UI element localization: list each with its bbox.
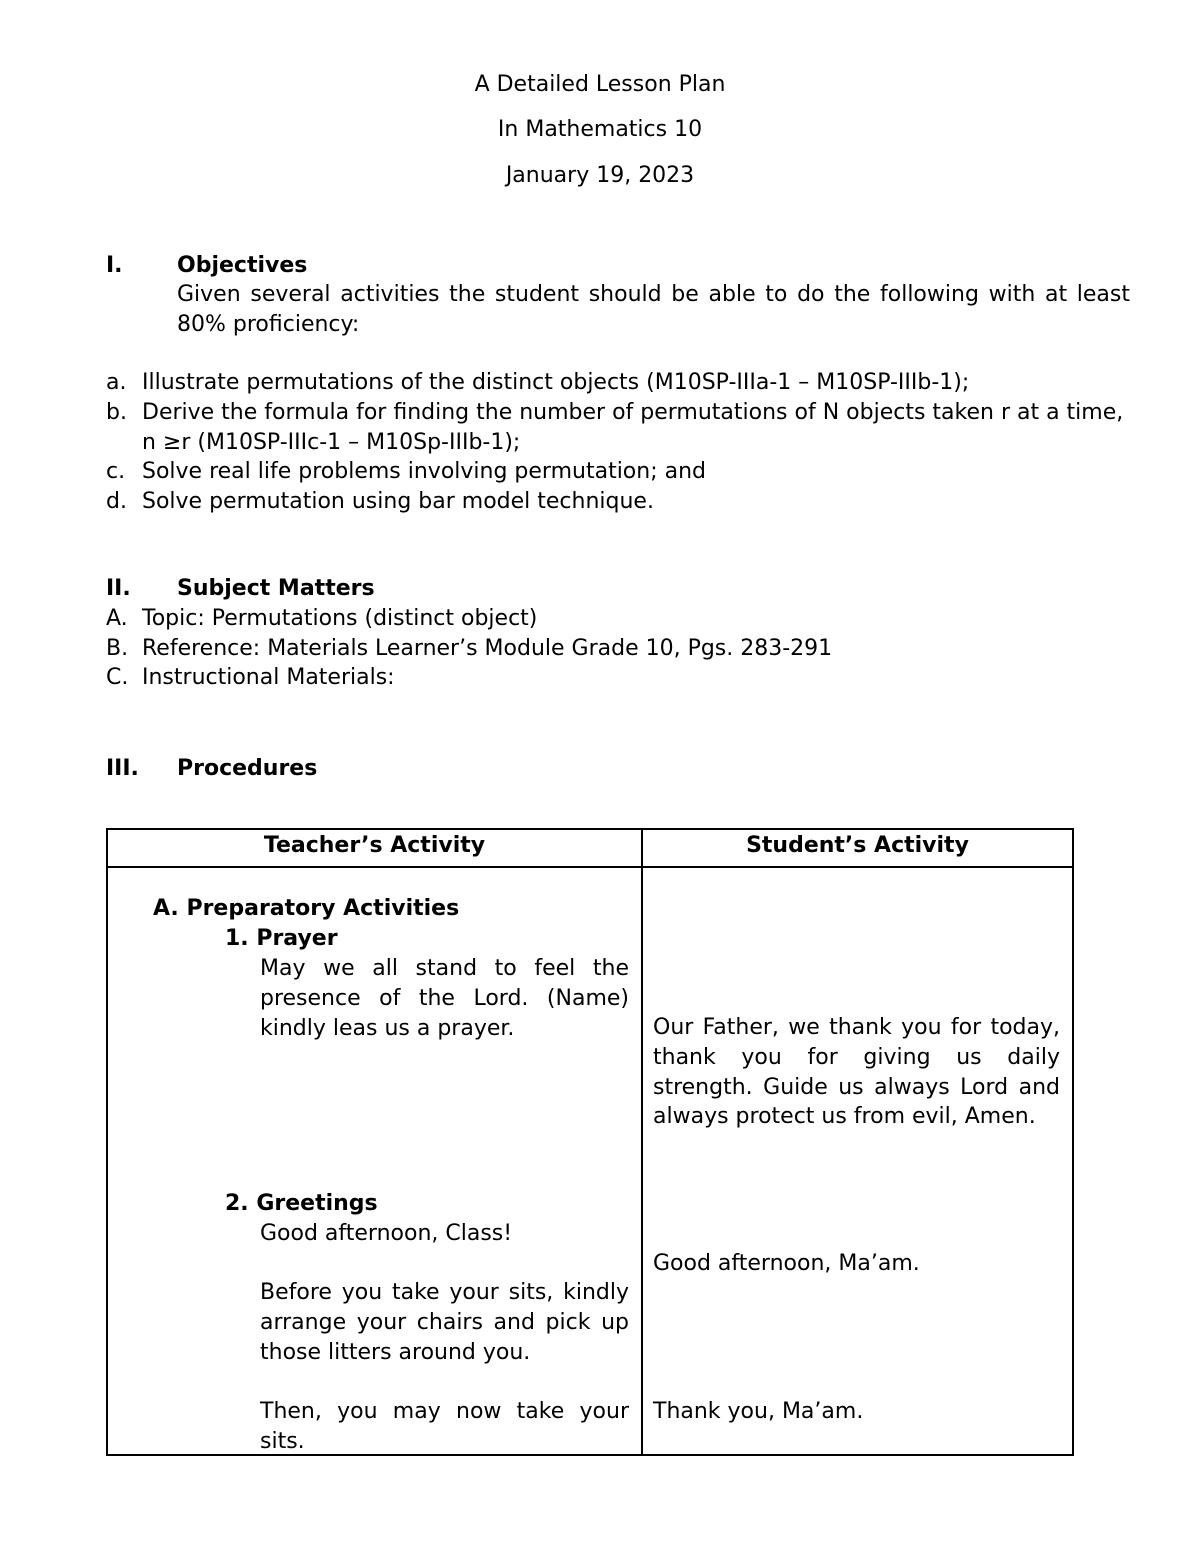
subject-matters-heading: Subject Matters (177, 576, 375, 601)
list-text: Solve real life problems involving permutation; and (142, 459, 707, 484)
subject-matters-number: II. (106, 576, 131, 601)
student-activity-cell (642, 867, 1073, 1455)
greetings-teacher-text: Good afternoon, Class! (260, 1221, 513, 1246)
greetings-student-text: Good afternoon, Ma’am. (653, 1251, 920, 1276)
teacher-activity-cell (107, 867, 642, 1455)
thank-you-student-text: Thank you, Ma’am. (653, 1399, 864, 1424)
objectives-number: I. (106, 253, 123, 278)
prayer-heading: 1. Prayer (225, 926, 338, 951)
prayer-student-text: Our Father, we thank you for today, thank you for giving us daily strength. Guide us always Lord and always protect us from evil, Amen. (653, 1015, 1060, 1130)
column-header-student: Student’s Activity (642, 829, 1073, 867)
column-header-teacher: Teacher’s Activity (107, 829, 642, 867)
procedures-table (106, 828, 1074, 1456)
list-marker: c. (106, 459, 126, 484)
procedures-heading: Procedures (177, 756, 318, 781)
section-a-heading: A. Preparatory Activities (153, 896, 460, 921)
list-text: Topic: Permutations (distinct object) (142, 606, 538, 631)
list-text: Derive the formula for finding the number of permutations of N objects taken r at a time, n ≥r (M10SP-IIIc-1 – M10Sp-IIIb-1); (142, 400, 1124, 455)
list-text: Reference: Materials Learner’s Module Grade 10, Pgs. 283-291 (142, 636, 833, 661)
list-marker: B. (106, 636, 129, 661)
list-text: Instructional Materials: (142, 665, 395, 690)
list-text: Solve permutation using bar model technique. (142, 489, 654, 514)
table-row (107, 867, 1073, 1455)
take-sits-text: Then, you may now take your sits. (260, 1399, 629, 1454)
objectives-intro: Given several activities the student should be able to do the following with at least 80% proficiency: (177, 282, 1130, 337)
document-date: January 19, 2023 (505, 163, 695, 188)
list-marker: b. (106, 400, 127, 425)
list-marker: a. (106, 370, 127, 395)
arrange-chairs-text: Before you take your sits, kindly arrange your chairs and pick up those litters around you. (260, 1280, 629, 1365)
table-header-row (107, 829, 1073, 867)
list-marker: A. (106, 606, 128, 631)
document-subject: In Mathematics 10 (497, 117, 703, 142)
greetings-heading: 2. Greetings (225, 1191, 378, 1216)
list-marker: C. (106, 665, 129, 690)
procedures-number: III. (106, 756, 139, 781)
list-marker: d. (106, 489, 127, 514)
list-text: Illustrate permutations of the distinct objects (M10SP-IIIa-1 – M10SP-IIIb-1); (142, 370, 970, 395)
objectives-heading: Objectives (177, 253, 308, 278)
document-title: A Detailed Lesson Plan (474, 72, 726, 97)
prayer-teacher-text: May we all stand to feel the presence of the Lord. (Name) kindly leas us a prayer. (260, 956, 629, 1041)
